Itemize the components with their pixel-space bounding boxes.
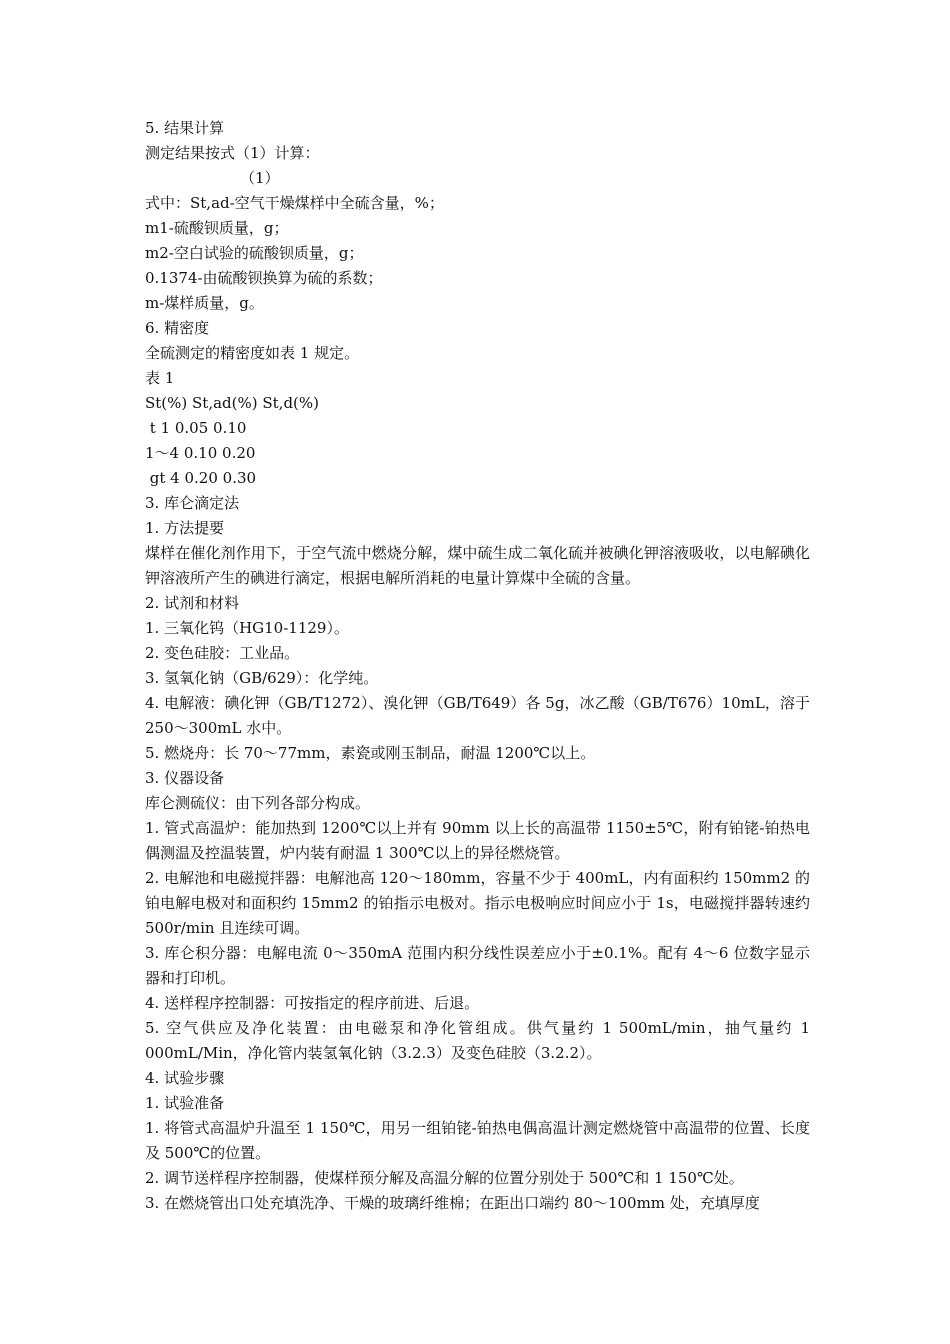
list-item: 3. 在燃烧管出口处充填洗净、干燥的玻璃纤维棉；在距出口端约 80～100mm 处，充填厚度 — [145, 1194, 760, 1212]
list-item: 3. 库仑积分器：电解电流 0～350mA 范围内积分线性误差应小于±0.1%。配有 4～6 位数字显示器和打印机。 — [145, 944, 810, 987]
subsection-heading: 1. 试验准备 — [145, 1094, 225, 1112]
table-row: 1～4 0.10 0.20 — [145, 444, 256, 462]
list-item: 2. 调节送样程序控制器，使煤样预分解及高温分解的位置分别处于 500℃和 1 150℃处。 — [145, 1169, 744, 1187]
paragraph-line: 库仑测硫仪：由下列各部分构成。 — [145, 794, 371, 812]
list-item: 3. 氢氧化钠（GB/629）：化学纯。 — [145, 669, 379, 687]
table-caption: 表 1 — [145, 369, 175, 387]
section-heading: 6. 精密度 — [145, 319, 210, 337]
table-row: t 1 0.05 0.10 — [145, 419, 247, 437]
paragraph-line: 0.1374-由硫酸钡换算为硫的系数； — [145, 269, 383, 287]
list-item: 1. 将管式高温炉升温至 1 150℃，用另一组铂铑-铂热电偶高温计测定燃烧管中高温带的位置、长度及 500℃的位置。 — [145, 1119, 810, 1162]
subsection-heading: 1. 方法提要 — [145, 519, 225, 537]
subsection-heading: 3. 仪器设备 — [145, 769, 225, 787]
section-heading: 3. 库仑滴定法 — [145, 494, 240, 512]
list-item: 2. 变色硅胶：工业品。 — [145, 644, 300, 662]
table-header-row: St(%) St,ad(%) St,d(%) — [145, 394, 320, 412]
list-item: 5. 空气供应及净化装置：由电磁泵和净化管组成。供气量约 1 500mL/min，抽气量约 1 000mL/Min，净化管内装氢氧化钠（3.2.3）及变色硅胶（3.2.2）。 — [145, 1019, 810, 1062]
paragraph-line: 式中：St,ad-空气干燥煤样中全硫含量，%； — [145, 194, 444, 212]
paragraph-line: 全硫测定的精密度如表 1 规定。 — [145, 344, 360, 362]
list-item: 4. 送样程序控制器：可按指定的程序前进、后退。 — [145, 994, 480, 1012]
paragraph: 煤样在催化剂作用下，于空气流中燃烧分解，煤中硫生成二氧化硫并被碘化钾溶液吸收，以电解碘化钾溶液所产生的碘进行滴定，根据电解所消耗的电量计算煤中全硫的含量。 — [145, 544, 810, 587]
list-item: 2. 电解池和电磁搅拌器：电解池高 120～180mm，容量不少于 400mL，内有面积约 150mm2 的铂电解电极对和面积约 15mm2 的铂指示电极对。指示电极响应时间应小于 1s，电磁搅拌器转速约 500r/min 且连续可调。 — [145, 869, 810, 937]
document-body — [145, 116, 810, 1216]
subsection-heading: 2. 试剂和材料 — [145, 594, 240, 612]
list-item: 5. 燃烧舟：长 70～77mm，素瓷或刚玉制品，耐温 1200℃以上。 — [145, 744, 596, 762]
paragraph-line: m2-空白试验的硫酸钡质量，g； — [145, 244, 364, 262]
equation-number: （1） — [240, 169, 280, 187]
list-item: 4. 电解液：碘化钾（GB/T1272）、溴化钾（GB/T649）各 5g，冰乙酸（GB/T676）10mL，溶于 250～300mL 水中。 — [145, 694, 810, 737]
list-item: 1. 管式高温炉：能加热到 1200℃以上并有 90mm 以上长的高温带 1150±5℃，附有铂铑-铂热电偶测温及控温装置，炉内装有耐温 1 300℃以上的异径燃烧管。 — [145, 819, 810, 862]
paragraph-line: 测定结果按式（1）计算： — [145, 144, 320, 162]
paragraph-line: m1-硫酸钡质量，g； — [145, 219, 289, 237]
table-row: gt 4 0.20 0.30 — [145, 469, 257, 487]
section-heading: 4. 试验步骤 — [145, 1069, 225, 1087]
section-heading: 5. 结果计算 — [145, 119, 225, 137]
list-item: 1. 三氧化钨（HG10-1129）。 — [145, 619, 349, 637]
paragraph-line: m-煤样质量，g。 — [145, 294, 264, 312]
